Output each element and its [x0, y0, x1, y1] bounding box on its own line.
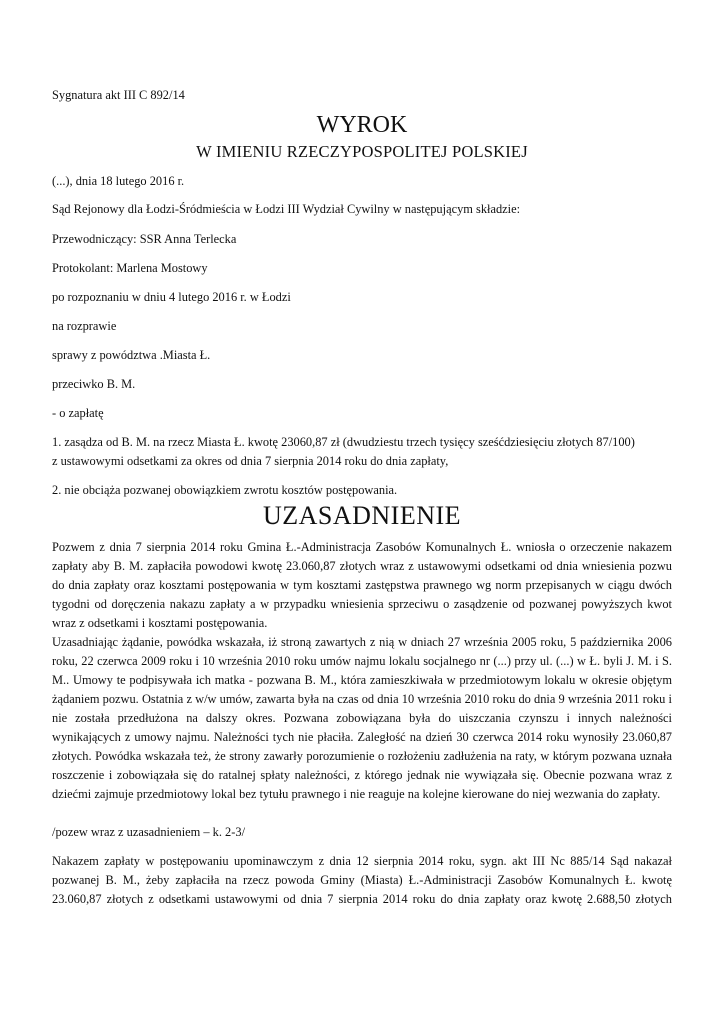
- date-line: (...), dnia 18 lutego 2016 r.: [52, 174, 185, 188]
- justification-reference: /pozew wraz z uzasadnieniem – k. 2-3/: [52, 825, 246, 839]
- justification-paragraph-2: Uzasadniając żądanie, powódka wskazała, iż stroną zawartych z nią w dniach 27 września 2005 roku, 5 października 2006 roku, 22 czerwca 2009 roku i 10 września 2010 roku umów najmu lokalu socjalnego nr (...) przy ul. (...) w Ł. byli J. M. i S. M.. Umowy te podpisywała ich matka - pozwana B. M., która zamieszkiwała w przedmiotowym lokalu w okresie objętym żądaniem pozwu. Ostatnia z w/w umów, zawarta była na czas od dnia 10 września 2010 roku do dnia 9 września 2011 roku i nie została przedłużona na dalszy okres. Pozwana zobowiązana była do uiszczania czynszu i innych należności wynikających z umowy najmu. Należności tych nie płaciła. Zaległość na dzień 30 czerwca 2014 roku wynosiły 23.060,87 złotych. Powódka wskazała też, że strony zawarły porozumienie o rozłożeniu zadłużenia na raty, w którym pozwana uznała roszczenie i zobowiązała się do ratalnej spłaty należności, z którego jednak nie wywiązała się. Obecnie pozwana wraz z dziećmi zajmuje przedmiotowy lokal bez tytułu prawnego i nie reaguje na kolejne kierowane do niej wezwania do zapłaty.: [52, 635, 672, 801]
- ruling-item-2: 2. nie obciąża pozwanej obowiązkiem zwrotu kosztów postępowania.: [52, 483, 398, 497]
- paragraph-3-line-3: 23.060,87 złotych z odsetkami ustawowymi od dnia 7 sierpnia 2014 roku do dnia zapłaty oraz kwotę 2.688,50 złotych: [52, 892, 672, 906]
- session-line: na rozprawie: [52, 319, 117, 333]
- court-line: Sąd Rejonowy dla Łodzi-Śródmieścia w Łodzi III Wydział Cywilny w następującym składzie:: [52, 202, 521, 216]
- ruling-item-1-cont: z ustawowymi odsetkami za okres od dnia 7 sierpnia 2014 roku do dnia zapłaty,: [52, 454, 449, 468]
- ruling-item-1: 1. zasądza od B. M. na rzecz Miasta Ł. kwotę 23060,87 zł (dwudziestu trzech tysięcy sześćdziesięciu złotych 87/100): [52, 435, 635, 449]
- paragraph-3-line-1: Nakazem zapłaty w postępowaniu upominawczym z dnia 12 sierpnia 2014 roku, sygn. akt III Nc 885/14 Sąd nakazał: [52, 854, 672, 868]
- document-title: WYROK: [316, 112, 408, 138]
- subject-line: - o zapłatę: [52, 406, 104, 420]
- paragraph-3-line-2: pozwanej B. M., żeby zapłaciła na rzecz powoda Gminy (Miasta) Ł.-Administracji Zasobów Komunalnych Ł. kwotę: [52, 873, 672, 887]
- justification-paragraph-3: [52, 852, 672, 909]
- against-line: przeciwko B. M.: [52, 377, 136, 391]
- document-subtitle: W IMIENIU RZECZYPOSPOLITEJ POLSKIEJ: [196, 142, 528, 161]
- hearing-line: po rozpoznaniu w dniu 4 lutego 2016 r. w Łodzi: [52, 290, 291, 304]
- justification-paragraph-1: Pozwem z dnia 7 sierpnia 2014 roku Gmina Ł.-Administracja Zasobów Komunalnych Ł. wniosła o orzeczenie nakazem zapłaty aby B. M. zapłaciła powodowi kwotę 23.060,87 złotych wraz z ustawowymi odsetkami od dnia wniesienia pozwu do dnia zapłaty oraz kosztami postępowania w tym kosztami zastępstwa prawnego wg norm przepisanych w ciągu dwóch tygodni od doręczenia nakazu zapłaty a w przypadku wniesienia sprzeciwu o zasądzenie od pozwanej powyższych kwot wraz z odsetkami i kosztami postępowania.: [52, 540, 672, 630]
- case-line: sprawy z powództwa .Miasta Ł.: [52, 348, 211, 362]
- justification-heading: UZASADNIENIE: [262, 501, 462, 530]
- court-clerk: Protokolant: Marlena Mostowy: [52, 261, 208, 275]
- presiding-judge: Przewodniczący: SSR Anna Terlecka: [52, 232, 237, 246]
- case-signature: Sygnatura akt III C 892/14: [52, 88, 185, 102]
